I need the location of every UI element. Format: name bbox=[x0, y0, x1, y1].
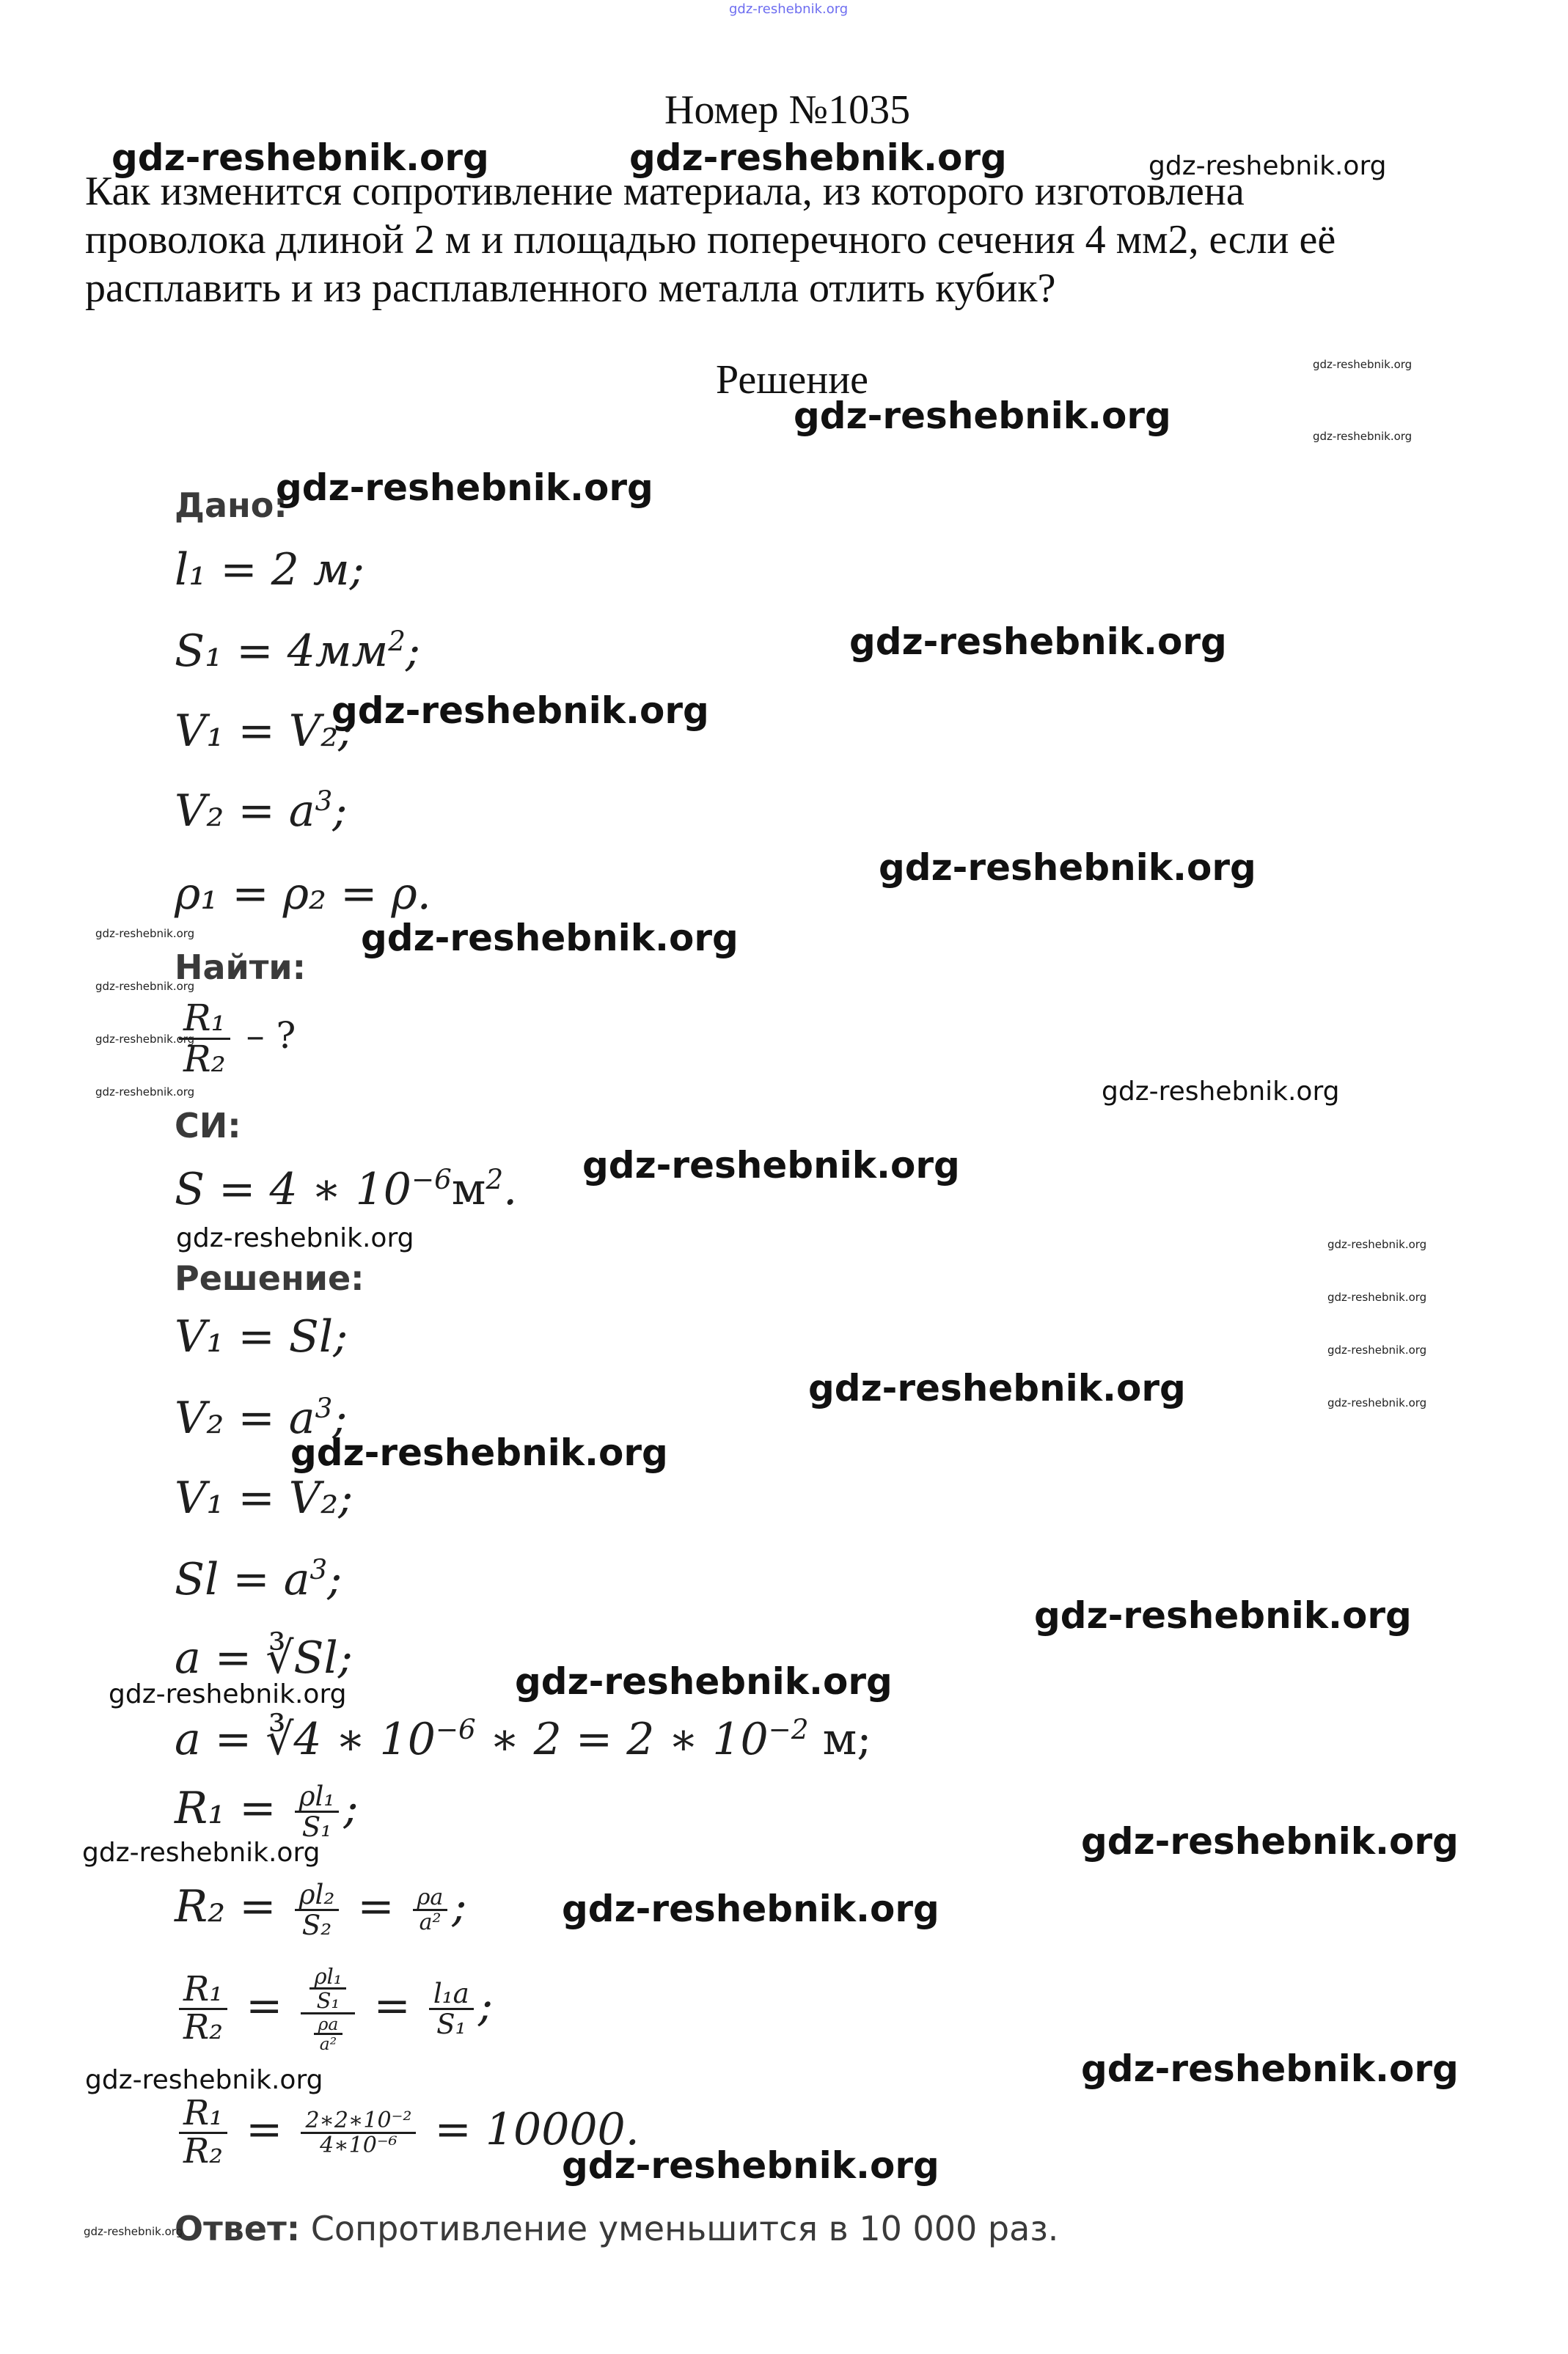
watermark-2: gdz-reshebnik.org bbox=[629, 136, 1007, 179]
answer: Ответ: Сопротивление уменьшится в 10 000 раз. bbox=[175, 2209, 1059, 2248]
step-r1: R₁ = $\frac{\text{ρl₁}}{\text{S₁}}$ ; bbox=[175, 1780, 359, 1844]
watermark-7: gdz-reshebnik.org bbox=[879, 846, 1256, 889]
si-label: СИ: bbox=[175, 1106, 241, 1145]
watermark-14: gdz-reshebnik.org bbox=[1081, 1820, 1459, 1863]
solution-heading: Решение bbox=[716, 357, 869, 403]
watermark-34: gdz-reshebnik.org bbox=[84, 2225, 183, 2238]
top-watermark: gdz-reshebnik.org bbox=[729, 1, 849, 17]
si-value: S = 4 ∗ $10^{-6}м^2$. bbox=[175, 1163, 518, 1215]
watermark-1: gdz-reshebnik.org bbox=[111, 136, 489, 179]
watermark-5: gdz-reshebnik.org bbox=[849, 620, 1227, 663]
problem-line-3: расплавить и из расплавленного металла отлить кубик? bbox=[85, 265, 1056, 311]
given-rho: ρ₁ = ρ₂ = ρ. bbox=[175, 868, 431, 920]
find-ratio: $\frac{\text{R₁}}{\text{R₂}}$ – ? bbox=[175, 999, 296, 1078]
step-a: a = ∛Sl; bbox=[175, 1632, 353, 1684]
watermark-28: gdz-reshebnik.org bbox=[95, 1033, 195, 1046]
watermark-15: gdz-reshebnik.org bbox=[562, 1888, 939, 1930]
given-s1: $S_1 = 4мм^2$; bbox=[175, 625, 421, 677]
step-a-value: a = ∛4 ∗ $10^{-6}$ ∗ 2 = 2 ∗ $10^{-2}$ м; bbox=[175, 1713, 872, 1765]
watermark-6: gdz-reshebnik.org bbox=[331, 689, 709, 732]
watermark-10: gdz-reshebnik.org bbox=[808, 1367, 1186, 1409]
watermark-25: gdz-reshebnik.org bbox=[1313, 430, 1413, 443]
given-v2: $V_2 = a^3$; bbox=[175, 785, 348, 837]
watermark-16: gdz-reshebnik.org bbox=[1081, 2047, 1459, 2090]
watermark-19: gdz-reshebnik.org bbox=[1102, 1077, 1340, 1107]
watermark-24: gdz-reshebnik.org bbox=[1313, 358, 1413, 371]
watermark-22: gdz-reshebnik.org bbox=[82, 1838, 320, 1868]
watermark-23: gdz-reshebnik.org bbox=[85, 2065, 323, 2095]
watermark-30: gdz-reshebnik.org bbox=[1327, 1238, 1427, 1251]
problem-line-2: проволока длиной 2 м и площадью поперечного сечения 4 мм2, если её bbox=[85, 217, 1336, 263]
watermark-3: gdz-reshebnik.org bbox=[794, 395, 1171, 437]
step-v1: V₁ = Sl; bbox=[175, 1311, 348, 1363]
watermark-12: gdz-reshebnik.org bbox=[1034, 1594, 1412, 1637]
watermark-11: gdz-reshebnik.org bbox=[290, 1431, 668, 1474]
step-final: $\frac{\text{R₁}}{\text{R₂}}$ = $\frac{\text{2∗2∗10⁻²}}{\text{4∗10⁻⁶}}$ = 10000. bbox=[175, 2096, 640, 2170]
given-v1-v2: V₁ = V₂; bbox=[175, 705, 353, 757]
watermark-29: gdz-reshebnik.org bbox=[95, 1085, 195, 1099]
solution-label: Решение: bbox=[175, 1258, 364, 1298]
page-title: Номер №1035 bbox=[664, 87, 911, 133]
watermark-20: gdz-reshebnik.org bbox=[176, 1223, 414, 1253]
watermark-13: gdz-reshebnik.org bbox=[515, 1660, 893, 1703]
watermark-21: gdz-reshebnik.org bbox=[109, 1679, 347, 1709]
watermark-4: gdz-reshebnik.org bbox=[276, 466, 653, 509]
watermark-26: gdz-reshebnik.org bbox=[95, 927, 195, 940]
watermark-31: gdz-reshebnik.org bbox=[1327, 1291, 1427, 1304]
step-v1-v2: V₁ = V₂; bbox=[175, 1473, 353, 1524]
step-sl: $Sl = a^3$; bbox=[175, 1553, 342, 1605]
watermark-32: gdz-reshebnik.org bbox=[1327, 1343, 1427, 1357]
given-label: Дано: bbox=[175, 485, 287, 525]
find-label: Найти: bbox=[175, 947, 307, 987]
watermark-17: gdz-reshebnik.org bbox=[562, 2144, 939, 2187]
watermark-9: gdz-reshebnik.org bbox=[582, 1144, 960, 1187]
given-l1: l₁ = 2 м; bbox=[175, 544, 364, 595]
problem-line-1: Как изменится сопротивление материала, из которого изготовлена bbox=[85, 169, 1245, 214]
step-ratio: $\frac{\text{R₁}}{\text{R₂}}$ = $\frac{\frac{\text{ρl₁}}{\text{S₁}}}{\frac{\rho a}{\text{a²}}}$ = $\frac{\text{l₁a}}{\text{S₁}}$ ; bbox=[175, 1965, 493, 2053]
watermark-18: gdz-reshebnik.org bbox=[1148, 151, 1387, 181]
step-r2: R₂ = $\frac{\text{ρl₂}}{\text{S₂}}$ = $\frac{\rho a}{\text{a²}}$ ; bbox=[175, 1878, 467, 1942]
watermark-8: gdz-reshebnik.org bbox=[361, 917, 739, 959]
step-v2: $V_2 = a^3$; bbox=[175, 1392, 348, 1444]
watermark-27: gdz-reshebnik.org bbox=[95, 980, 195, 993]
watermark-33: gdz-reshebnik.org bbox=[1327, 1396, 1427, 1409]
